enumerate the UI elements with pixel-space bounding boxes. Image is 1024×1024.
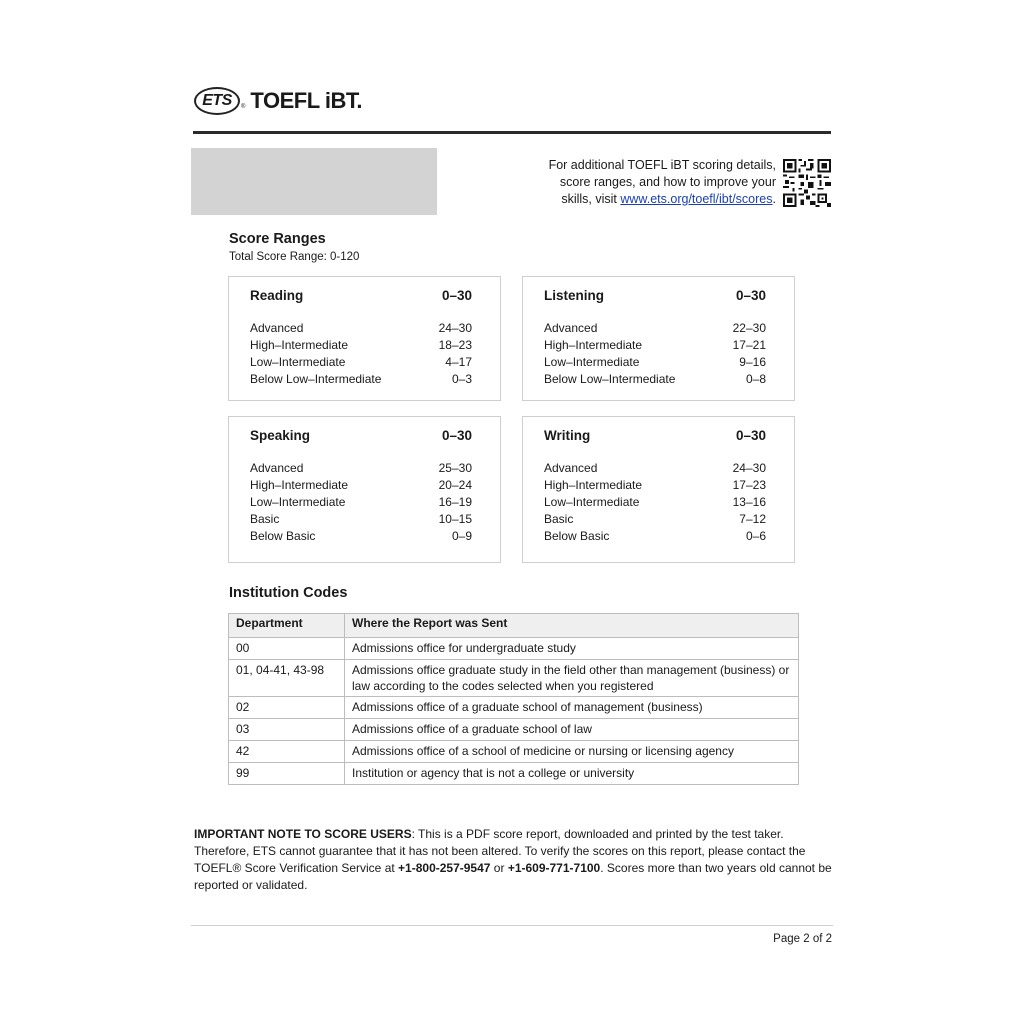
level-range: 7–12 [739,512,766,526]
speaking-score-box [228,416,501,563]
level-label: Advanced [250,461,304,475]
level-label: Advanced [544,461,598,475]
level-label: Advanced [544,321,598,335]
section-range: 0–30 [441,428,472,443]
note-lead: IMPORTANT NOTE TO SCORE USERS [194,827,412,841]
score-ranges-heading: Score Ranges [229,231,326,247]
level-label: Basic [544,512,574,526]
listening-box-header [544,288,766,308]
level-label: Low–Intermediate [544,495,640,509]
level-range: 17–21 [732,338,766,352]
info-line-3 [520,191,776,208]
table-row [229,638,799,660]
level-row [544,337,766,354]
level-range: 13–16 [732,495,766,509]
institution-codes-heading: Institution Codes [229,585,348,601]
level-range: 0–8 [745,372,766,386]
department-code: 03 [229,719,345,741]
destination-text: Admissions office of a school of medicine or nursing or licensing agency [345,741,799,763]
level-label: Basic [250,512,280,526]
column-header-department: Department [229,614,345,638]
level-row [250,494,472,511]
level-range: 0–9 [451,529,472,543]
level-row [544,477,766,494]
level-row [250,371,472,388]
section-range: 0–30 [735,428,766,443]
level-row [250,354,472,371]
level-row [250,460,472,477]
section-range: 0–30 [441,288,472,303]
info-line-3-prefix: skills, visit [561,192,621,206]
department-code: 01, 04-41, 43-98 [229,660,345,697]
note-text-1: : This is a PDF score report, downloaded and printed by the test taker. Therefore, ETS cannot guarantee that it has not been altered. To verify the scores on this report, please contact the TOEFL® Score Verification Service at [194,827,806,875]
level-label: High–Intermediate [250,338,349,352]
level-range: 9–16 [739,355,766,369]
level-row [250,477,472,494]
destination-text: Admissions office of a graduate school of management (business) [345,697,799,719]
destination-text: Admissions office of a graduate school of law [345,719,799,741]
table-row [229,697,799,719]
info-line-1: For additional TOEFL iBT scoring details, [548,158,776,172]
level-range: 16–19 [438,495,472,509]
section-name: Speaking [250,428,311,443]
ets-logo-mark: ETS [194,87,240,115]
reading-box-header [250,288,472,308]
section-name: Writing [544,428,591,443]
department-code: 00 [229,638,345,660]
destination-text: Admissions office graduate study in the field other than management (business) or law according to the codes selected when you registered [345,660,799,697]
level-row [250,528,472,545]
level-range: 18–23 [438,338,472,352]
level-range: 0–6 [745,529,766,543]
important-note [194,826,834,894]
toefl-ibt-wordmark: TOEFL iBT. [250,88,362,113]
level-row [544,494,766,511]
note-text-3: . Scores more than two years old cannot be reported or validated. [194,861,832,892]
level-label: High–Intermediate [250,478,349,492]
info-line-2: score ranges, and how to improve your [559,175,776,189]
level-label: Below Basic [544,529,610,543]
level-row [250,337,472,354]
level-range: 22–30 [732,321,766,335]
phone-number-2: +1-609-771-7100 [507,861,601,875]
department-code: 42 [229,741,345,763]
level-row [250,320,472,337]
level-label: High–Intermediate [544,338,643,352]
column-header-destination: Where the Report was Sent [345,614,799,638]
level-label: Low–Intermediate [250,355,346,369]
listening-score-box [522,276,795,401]
section-name: Reading [250,288,304,303]
level-label: Low–Intermediate [544,355,640,369]
level-range: 25–30 [438,461,472,475]
redacted-block [191,148,437,215]
table-row [229,741,799,763]
registered-mark: ® [241,104,246,110]
info-line-3-suffix: . [772,192,776,206]
level-label: Below Low–Intermediate [544,372,676,386]
level-range: 17–23 [732,478,766,492]
level-label: Below Low–Intermediate [250,372,382,386]
page-number: Page 2 of 2 [773,933,832,945]
table-row [229,719,799,741]
table-header-row [229,614,799,638]
level-row [544,320,766,337]
level-label: Below Basic [250,529,316,543]
table-row [229,660,799,697]
level-row [544,354,766,371]
section-range: 0–30 [735,288,766,303]
department-code: 02 [229,697,345,719]
total-score-range: Total Score Range: 0-120 [229,251,360,263]
writing-score-box [522,416,795,563]
reading-score-box [228,276,501,401]
scores-link[interactable]: www.ets.org/toefl/ibt/scores [620,192,773,206]
level-row [544,511,766,528]
note-text-2: or [490,861,508,875]
header-divider [193,131,831,134]
level-row [544,371,766,388]
ets-toefl-logo [194,84,362,118]
speaking-box-header [250,428,472,448]
level-row [544,528,766,545]
level-row [250,511,472,528]
writing-box-header [544,428,766,448]
department-code: 99 [229,763,345,785]
level-label: Low–Intermediate [250,495,346,509]
scoring-info-text [520,157,776,208]
institution-codes-table [228,613,799,785]
destination-text: Admissions office for undergraduate study [345,638,799,660]
footer-divider [191,925,833,926]
level-row [544,460,766,477]
phone-number-1: +1-800-257-9547 [398,861,491,875]
qr-code-icon [783,159,831,207]
level-range: 4–17 [445,355,472,369]
level-range: 0–3 [451,372,472,386]
level-label: High–Intermediate [544,478,643,492]
level-range: 10–15 [438,512,472,526]
destination-text: Institution or agency that is not a college or university [345,763,799,785]
level-range: 20–24 [438,478,472,492]
table-row [229,763,799,785]
level-label: Advanced [250,321,304,335]
level-range: 24–30 [438,321,472,335]
level-range: 24–30 [732,461,766,475]
section-name: Listening [544,288,604,303]
